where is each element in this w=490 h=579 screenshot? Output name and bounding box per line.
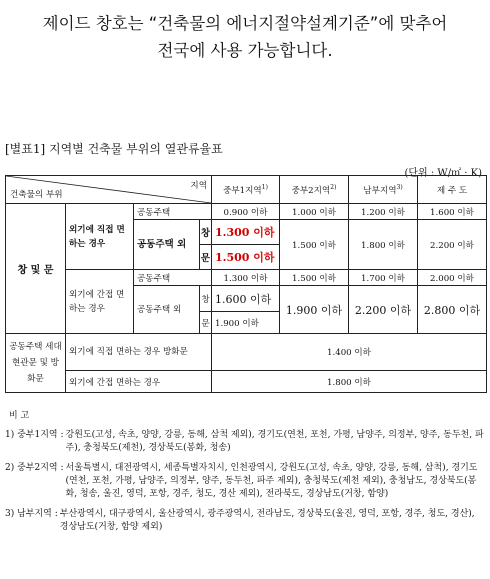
headline-line-2: 전국에 사용 가능합니다. [157,41,333,60]
header-diagonal-cell [6,176,212,204]
entry-label: 공동주택 세대현관문 및 방화문 [6,334,66,393]
headline-line-1: 제이드 창호는 “건축물의 에너지절약설계기준”에 맞추어 [42,14,448,33]
notes-title: 비 고 [9,411,30,421]
door-label: 문 [200,245,212,270]
nonapt-label: 공동주택 외 [134,286,200,334]
notes [5,410,486,541]
value-cell: 2.800 이하 [418,286,487,334]
value-cell: 2.200 이하 [418,220,487,270]
table-row [6,334,487,371]
value-cell: 1.500 이하 [280,220,349,270]
indirect-label: 외기에 간접 면하는 경우 [66,270,134,334]
apt-label: 공동주택 [134,270,212,286]
highlight-door-value: 1.500 이하 [212,245,280,270]
note-item: 3) 남부지역 : 부산광역시, 대구광역시, 울산광역시, 광주광역시, 전라남도, 경상북도(울진, 영덕, 포항, 경주, 청도, 경산), 경상남도(거창, 함양 제외) [5,509,475,532]
entry-direct-label: 외기에 직접 면하는 경우 방화문 [66,334,212,371]
door-label: 문 [200,312,212,334]
table-row [6,204,487,220]
note-item: 1) 중부1지역 : 강원도(고성, 속초, 양양, 강릉, 동해, 삼척 제외), 경기도(연천, 포천, 가평, 남양주, 의정부, 양주, 동두천, 파주), 충청북도(제천), 경상북도(봉화, 청송) [5,430,484,453]
header-part-label: 건축물의 부위 [10,190,63,200]
value-cell: 1.800 이하 [349,220,418,270]
header-region-label: 지역 [190,181,207,191]
unit-label: (단위 : W/㎡ · K) [404,168,482,179]
direct-label: 외기에 직접 면하는 경우 [66,204,134,270]
entry-indirect-label: 외기에 간접 면하는 경우 [66,371,212,393]
table-title: [별표1] 지역별 건축물 부위의 열관류율표 [5,142,223,156]
header-zone-3: 남부지역$^{3)}$ [349,176,418,204]
group-label: 창 및 문 [6,204,66,334]
table-row [6,270,487,286]
table-row [6,371,487,393]
header-row [6,176,487,204]
u-value-table [5,175,487,393]
value-cell: 1.800 이하 [212,371,487,393]
value-cell: 1.200 이하 [349,204,418,220]
window-label: 창 [200,220,212,245]
window-label: 창 [200,286,212,312]
value-cell: 1.600 이하 [418,204,487,220]
value-cell: 1.900 이하 [212,312,280,334]
value-cell: 1.700 이하 [349,270,418,286]
headline [0,10,490,64]
header-zone-1: 중부1지역$^{1)}$ [212,176,280,204]
nonapt-label: 공동주택 외 [134,220,200,270]
header-zone-4: 제 주 도 [418,176,487,204]
value-cell: 1.500 이하 [280,270,349,286]
value-cell: 1.600 이하 [212,286,280,312]
note-item: 2) 중부2지역 : 서울특별시, 대전광역시, 세종특별자치시, 인천광역시, 강원도(고성, 속초, 양양, 강릉, 동해, 삼척), 경기도(연천, 포천, 가평, 남양주, 의정부, 양주, 동두천, 파주 제외), 충청북도(제천 제외), 충청남도, 경상북도(봉화, 청송, 울진, 영덕, 포항, 경주, 청도, 경산 제외), 전라북도, 경상남도(거창, 함양) [5,463,478,499]
header-zone-2: 중부2지역$^{2)}$ [280,176,349,204]
value-cell: 2.200 이하 [349,286,418,334]
highlight-window-value: 1.300 이하 [212,220,280,245]
value-cell: 1.900 이하 [280,286,349,334]
value-cell: 1.000 이하 [280,204,349,220]
value-cell: 0.900 이하 [212,204,280,220]
value-cell: 1.400 이하 [212,334,487,371]
value-cell: 1.300 이하 [212,270,280,286]
apt-label: 공동주택 [134,204,212,220]
value-cell: 2.000 이하 [418,270,487,286]
